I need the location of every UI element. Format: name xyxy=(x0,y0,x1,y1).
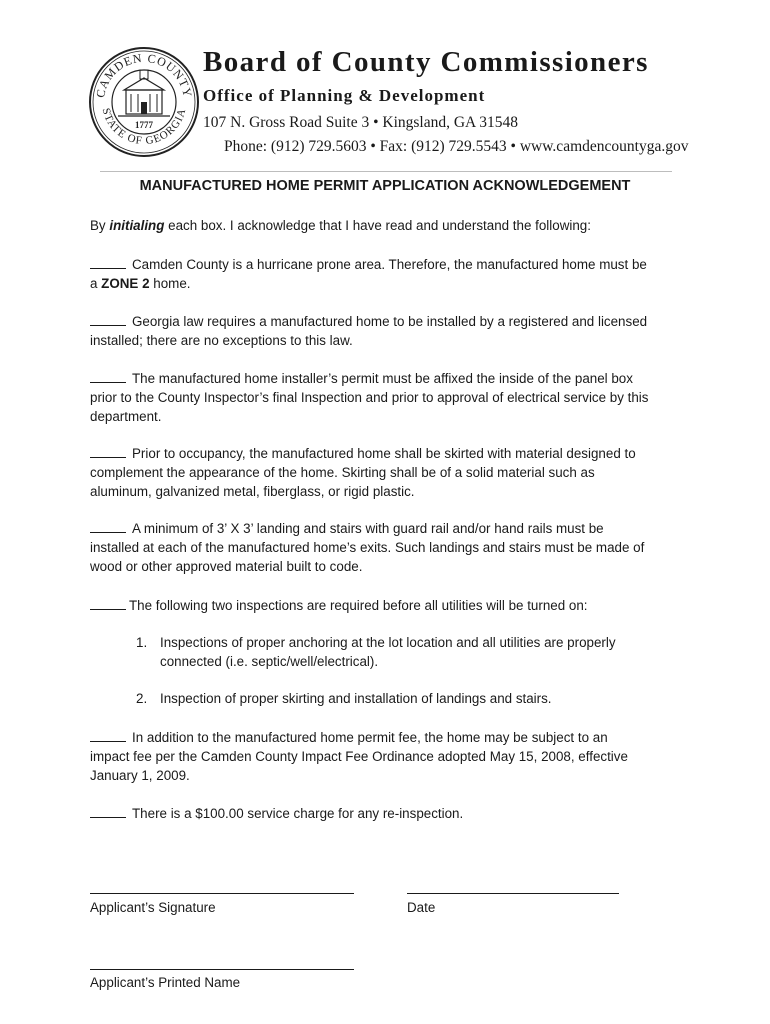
initial-blank[interactable] xyxy=(90,804,126,818)
item-text: There is a $100.00 service charge for any re-inspection. xyxy=(132,806,464,821)
initial-blank[interactable] xyxy=(90,369,126,383)
date-line[interactable] xyxy=(407,893,619,894)
item-text: January 1, 2009. xyxy=(90,768,190,783)
item-installer-permit xyxy=(90,369,690,426)
item-text: Camden County is a hurricane prone area. Therefore, the manufactured home must be xyxy=(132,257,647,272)
initial-blank[interactable] xyxy=(90,596,126,610)
item-text: home. xyxy=(149,276,191,291)
letterhead-title: Board of County Commissioners xyxy=(203,46,649,78)
list-number: 1. xyxy=(136,635,148,650)
letterhead-office: Office of Planning & Development xyxy=(203,86,486,105)
initial-blank[interactable] xyxy=(90,728,126,742)
item-text: complement the appearance of the home. Skirting shall be of a solid material such as xyxy=(90,465,595,480)
header-divider xyxy=(100,171,672,172)
inspection-list-item-1 xyxy=(136,633,676,671)
item-text: Prior to occupancy, the manufactured home shall be skirted with material designed to xyxy=(132,446,636,461)
county-seal-logo xyxy=(88,46,200,158)
item-text: The manufactured home installer’s permit must be affixed the inside of the panel box xyxy=(132,371,633,386)
list-text: Inspection of proper skirting and installation of landings and stairs. xyxy=(160,691,552,706)
item-text: a xyxy=(90,276,102,291)
item-text: aluminum, galvanized metal, fiberglass, or rigid plastic. xyxy=(90,484,415,499)
item-text: department. xyxy=(90,409,162,424)
letterhead-address: 107 N. Gross Road Suite 3 • Kingsland, GA 31548 xyxy=(203,114,518,131)
item-text: The following two inspections are required before all utilities will be turned on: xyxy=(129,598,588,613)
list-text: Inspections of proper anchoring at the lot location and all utilities are properly xyxy=(160,635,616,650)
date-label: Date xyxy=(407,900,436,915)
item-text: prior to the County Inspector’s final Inspection and prior to approval of electrical service by this xyxy=(90,390,649,405)
initial-blank[interactable] xyxy=(90,444,126,458)
item-text: A minimum of 3’ X 3’ landing and stairs with guard rail and/or hand rails must be xyxy=(132,521,604,536)
item-impact-fee xyxy=(90,728,690,785)
svg-text:STATE OF GEORGIA: STATE OF GEORGIA xyxy=(99,106,189,148)
svg-text:CAMDEN COUNTY: CAMDEN COUNTY xyxy=(93,50,195,99)
applicant-printed-name-line[interactable] xyxy=(90,969,354,970)
item-skirting xyxy=(90,444,690,501)
item-text: Georgia law requires a manufactured home to be installed by a registered and licensed xyxy=(132,314,648,329)
initial-blank[interactable] xyxy=(90,255,126,269)
intro-emphasis: initialing xyxy=(109,218,165,233)
item-licensed-installer xyxy=(90,312,690,350)
initial-blank[interactable] xyxy=(90,312,126,326)
intro-paragraph xyxy=(90,216,690,235)
inspection-list-item-2 xyxy=(136,689,676,708)
svg-text:1777: 1777 xyxy=(135,120,153,130)
intro-prefix: By xyxy=(90,218,110,233)
document-title: MANUFACTURED HOME PERMIT APPLICATION ACKNOWLEDGEMENT xyxy=(139,178,631,194)
item-text: installed; there are no exceptions to this law. xyxy=(90,333,353,348)
intro-suffix: each box. I acknowledge that I have read and understand the following: xyxy=(164,218,591,233)
list-number: 2. xyxy=(136,691,148,706)
applicant-signature-line[interactable] xyxy=(90,893,354,894)
zone-label: ZONE 2 xyxy=(101,276,150,291)
item-text: installed at each of the manufactured home’s exits. Such landings and stairs must be made of xyxy=(90,540,645,555)
applicant-printed-name-label: Applicant’s Printed Name xyxy=(90,975,241,990)
item-inspections xyxy=(90,596,690,615)
letterhead-contact: Phone: (912) 729.5603 • Fax: (912) 729.5543 • www.camdencountyga.gov xyxy=(224,138,689,155)
item-zone-2 xyxy=(90,255,690,293)
item-text: wood or other approved material built to code. xyxy=(90,559,363,574)
item-landing-stairs xyxy=(90,519,690,576)
item-text: In addition to the manufactured home permit fee, the home may be subject to an xyxy=(132,730,608,745)
item-reinspection-fee xyxy=(90,804,690,823)
initial-blank[interactable] xyxy=(90,519,126,533)
list-text: connected (i.e. septic/well/electrical). xyxy=(160,654,379,669)
applicant-signature-label: Applicant’s Signature xyxy=(90,900,216,915)
item-text: impact fee per the Camden County Impact Fee Ordinance adopted May 15, 2008, effective xyxy=(90,749,628,764)
